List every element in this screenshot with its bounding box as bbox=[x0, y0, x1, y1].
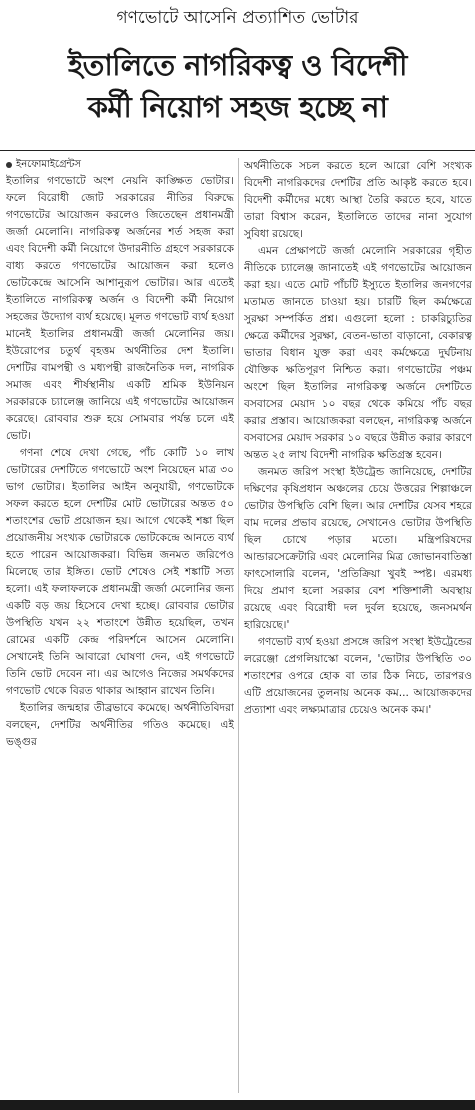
paragraph: অর্থনীতিকে সচল করতে হলে আরো বেশি সংখ্যক বিদেশী নাগরিকদের দেশটির প্রতি আকৃষ্ট করতে হবে। বিদেশী কর্মীদের মধ্যে আস্থা তৈরি করতে হবে, যাতে তারা বিশ্বাস করেন, ইতালিতে তাদের নানা সুযোগ সুবিধা রয়েছে। bbox=[244, 160, 472, 240]
article-credit bbox=[6, 156, 234, 173]
headline-line-2: কর্মী নিয়োগ সহজ হচ্ছে না bbox=[87, 90, 388, 124]
article-kicker: গণভোটে আসেনি প্রত্যাশিত ভোটার bbox=[116, 8, 359, 28]
credit-text: ইনফোমাইগ্রেন্টস bbox=[16, 159, 82, 170]
column-divider bbox=[238, 158, 239, 1093]
article-headline bbox=[0, 44, 475, 128]
bullet-icon bbox=[6, 162, 12, 168]
article-column-left bbox=[6, 156, 234, 1100]
paragraph: ইতালির জন্মহার তীব্রভাবে কমেছে। অর্থনীতিবিদরা বলছেন, দেশটির অর্থনীতির গতিও কমেছে। এই ভঙ্গুর bbox=[6, 702, 234, 748]
paragraph: ইতালির গণভোটে অংশ নেয়নি কাঙ্ক্ষিত ভোটার। ফলে বিরোধী জোট সরকারের নীতির বিরুদ্ধে গণভোটের আয়োজন করলেও জিতেছেন প্রধানমন্ত্রী জর্জা মেলোনি। নাগরিকত্ব অর্জনের শর্ত সহজ করা এবং বিদেশী কর্মী নিয়োগে উদারনীতি গ্রহণে সরকারকে বাধ্য করতে গণভোটের আয়োজন করা হলেও ভোটকেন্দ্রে আসেনি আশানুরূপ ভোটার। আর এতেই ইতালিতে নাগরিকত্ব অর্জন ও বিদেশী কর্মী নিয়োগ সহজের উদ্যোগ ব্যর্থ হয়েছে। মূলত গণভোট ব্যর্থ হওয়া মানেই ইতালির প্রধানমন্ত্রী জর্জা মেলোনির জয়। ইউরোপের চতুর্থ বৃহত্তম অর্থনীতির দেশ ইতালি। দেশটির বামপন্থী ও মধ্যপন্থী রাজনৈতিক দল, নাগরিক সমাজ এবং শীর্ষস্থানীয় একটি শ্রমিক ইউনিয়ন সরকারকে চ্যালেঞ্জ জানিয়ে এই গণভোটের আয়োজন করেছে। রোববার শুরু হয়ে সোমবার পর্যন্ত চলে এই ভোট। bbox=[6, 175, 234, 442]
article-column-right bbox=[244, 158, 472, 1102]
headline-rule bbox=[0, 150, 475, 151]
paragraph: এমন প্রেক্ষাপটে জর্জা মেলোনি সরকারের গৃহীত নীতিকে চ্যালেঞ্জ জানাতেই এই গণভোটের আয়োজন করা হয়। এতে মোট পাঁচটি ইস্যুতে ইতালির জনগণের মতামত জানতে চাওয়া হয়। চারটি ছিল কর্মক্ষেত্রে সুরক্ষা সম্পর্কিত প্রশ্ন। এগুলো হলো : চাকরিচ্যুতির ক্ষেত্রে কর্মীদের সুরক্ষা, বেতন-ভাতা বাড়ানো, বেকারত্ব ভাতার বিধান যুক্ত করা এবং কর্মক্ষেত্রে দুর্ঘটনায় যৌক্তিক ক্ষতিপূরণ নিশ্চিত করা। গণভোটের পঞ্চম অংশে ছিল ইতালির নাগরিকত্ব অর্জনে দেশটিতে বসবাসের মেয়াদ ১০ বছর থেকে কমিয়ে পাঁচ বছর করার প্রস্তাব। আয়োজকরা বলছেন, নাগরিকত্ব অর্জনে বসবাসের মেয়াদ সরকার ১০ বছরে উন্নীত করার কারণে অন্তত ২৫ লাখ বিদেশী নাগরিক ক্ষতিগ্রস্ত হবেন। bbox=[244, 245, 472, 461]
paragraph: জনমত জরিপ সংস্থা ইউট্রেন্ড জানিয়েছে, দেশটির দক্ষিণের কৃষিপ্রধান অঞ্চলের চেয়ে উত্তরের শিল্পাঞ্চলে ভোটার উপস্থিতি বেশি ছিল। আর দেশটির যেসব শহরে বাম দলের প্রভাব রয়েছে, সেখানেও ভোটার উপস্থিতি ছিল চোখে পড়ার মতো। মন্ত্রিপরিষদের আন্ডারসেক্রেটারি এবং মেলোনির মিত্র জোভানবাতিস্তা ফাৎসোলারি বলেন, 'প্রতিক্রিয়া খুবই স্পষ্ট। এরমধ্য দিয়ে প্রমাণ হলো সরকার বেশ শক্তিশালী অবস্থায় রয়েছে এবং বিরোধী দল দুর্বল হয়েছে, জনসমর্থন হারিয়েছে।' bbox=[244, 466, 472, 631]
paragraph: গণনা শেষে দেখা গেছে, পাঁচ কোটি ১০ লাখ ভোটারের দেশটিতে গণভোটে অংশ নিয়েছেন মাত্র ৩০ ভাগ ভোটার। ইতালির আইন অনুযায়ী, গণভোটকে সফল করতে হলে দেশটির মোট ভোটারের অন্তত ৫০ শতাংশের ভোট প্রয়োজন হয়। আগে থেকেই শঙ্কা ছিল প্রয়োজনীয় সংখ্যক ভোটারকে ভোটকেন্দ্রে আনতে ব্যর্থ হতে পারেন আয়োজকরা। বিভিন্ন জনমত জরিপেও মিলেছে তার ইঙ্গিত। ভোট শেষেও সেই শঙ্কাটি সত্য হলো। এই ফলাফলকে প্রধানমন্ত্রী জর্জা মেলোনির জন্য একটি বড় জয় হিসেবে দেখা হচ্ছে। রোববার ভোটার উপস্থিতি যখন ২২ শতাংশে উন্নীত হয়েছিল, তখন রোমের একটি কেন্দ্র পরিদর্শনে আসেন মেলোনি। সেখানেই তিনি আবারো ঘোষণা দেন, এই গণভোটে তিনি ভোট দেবেন না। এর আগেও নিজের সমর্থকদের গণভোট থেকে বিরত থাকার আহ্বান রাখেন তিনি। bbox=[6, 447, 234, 697]
headline-line-1: ইতালিতে নাগরিকত্ব ও বিদেশী bbox=[68, 48, 407, 82]
paragraph: গণভোট ব্যর্থ হওয়া প্রসঙ্গে জরিপ সংস্থা ইউট্রেন্ডের লরেঞ্জো প্রেগলিয়াস্কো বলেন, 'ভোটার উপস্থিতি ৩০ শতাংশের ওপরে হোক বা তার ঠিক নিচে, তারপরও এটি প্রয়োজনের তুলনায় অনেক কম... আয়োজকদের প্রত্যাশা এবং লক্ষ্যমাত্রার চেয়েও অনেক কম।' bbox=[244, 636, 472, 716]
next-article-strip bbox=[0, 1096, 475, 1110]
